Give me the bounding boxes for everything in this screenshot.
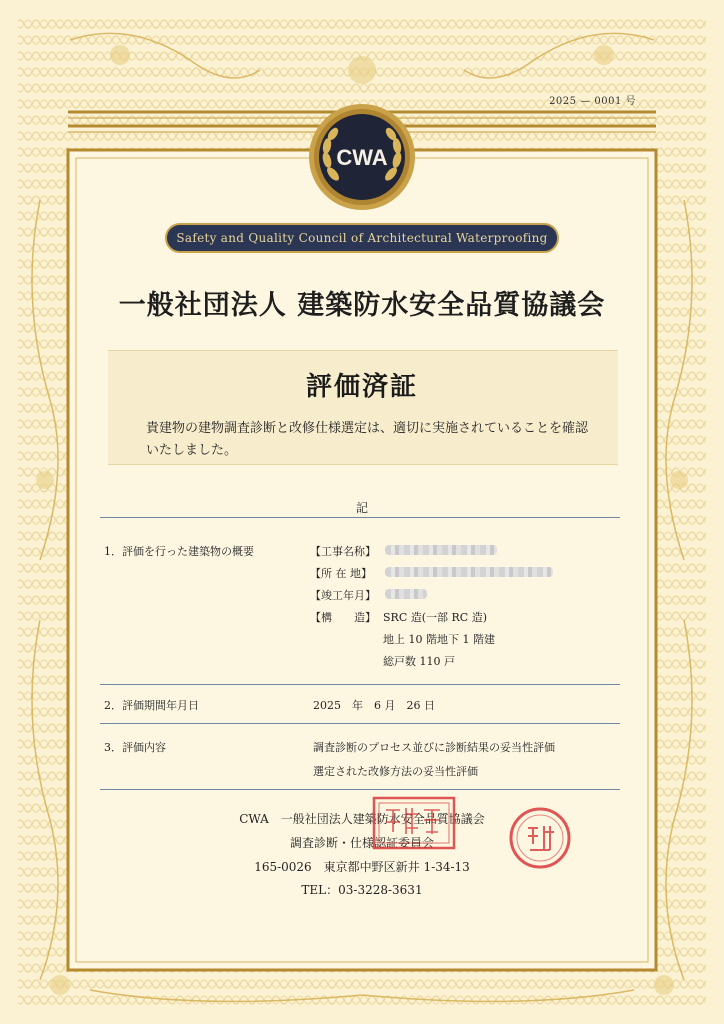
logo-text: CWA xyxy=(336,145,388,170)
certificate-number: 2025 — 0001 号 xyxy=(549,96,636,107)
evaluation-date: 2025 年 6 月 26 日 xyxy=(313,699,435,712)
redacted-project-name xyxy=(385,545,497,555)
section-3-label: 3．評価内容 xyxy=(104,741,166,754)
evaluation-content-line: 選定された改修方法の妥当性評価 xyxy=(313,765,478,778)
section-2-label: 2．評価期間年月日 xyxy=(104,699,199,712)
redacted-location xyxy=(385,567,553,577)
structure-line: 総戸数 110 戸 xyxy=(383,655,455,668)
square-seal-stamp-icon xyxy=(372,796,456,850)
round-seal-stamp-icon xyxy=(508,806,572,870)
divider xyxy=(100,723,620,724)
evaluation-content-line: 調査診断のプロセス並びに診断結果の妥当性評価 xyxy=(313,741,555,754)
completion-label: 【竣工年月】 xyxy=(310,589,376,602)
project-name-label: 【工事名称】 xyxy=(310,545,376,558)
ki-label: 記 xyxy=(355,501,368,515)
footer-organization: CWA 一般社団法人建築防水安全品質協議会 xyxy=(239,812,485,826)
structure-line: SRC 造(一部 RC 造) xyxy=(383,611,488,624)
divider xyxy=(100,789,620,790)
footer-phone: TEL：03-3228-3631 xyxy=(301,883,423,897)
location-label: 【所 在 地】 xyxy=(310,567,372,580)
structure-line: 地上 10 階地下 1 階建 xyxy=(383,633,495,646)
structure-label: 【構 造】 xyxy=(310,611,376,624)
council-banner: Safety and Quality Council of Architectural Waterproofing xyxy=(165,223,559,253)
divider xyxy=(100,684,620,685)
divider xyxy=(100,517,620,518)
footer-address: 165-0026 東京都中野区新井 1-34-13 xyxy=(254,860,470,874)
redacted-completion-date xyxy=(385,589,427,599)
certificate-title: 評価済証 xyxy=(305,372,418,402)
cwa-emblem-icon xyxy=(297,102,427,212)
section-1-label: 1．評価を行った建築物の概要 xyxy=(104,545,254,558)
certificate-description: 貴建物の建物調査診断と改修仕様選定は、適切に実施されていることを確認いたしました。 xyxy=(146,421,589,458)
organization-name: 一般社団法人 建築防水安全品質協議会 xyxy=(118,290,606,321)
footer-committee: 調査診断・仕様認証委員会 xyxy=(289,836,434,850)
